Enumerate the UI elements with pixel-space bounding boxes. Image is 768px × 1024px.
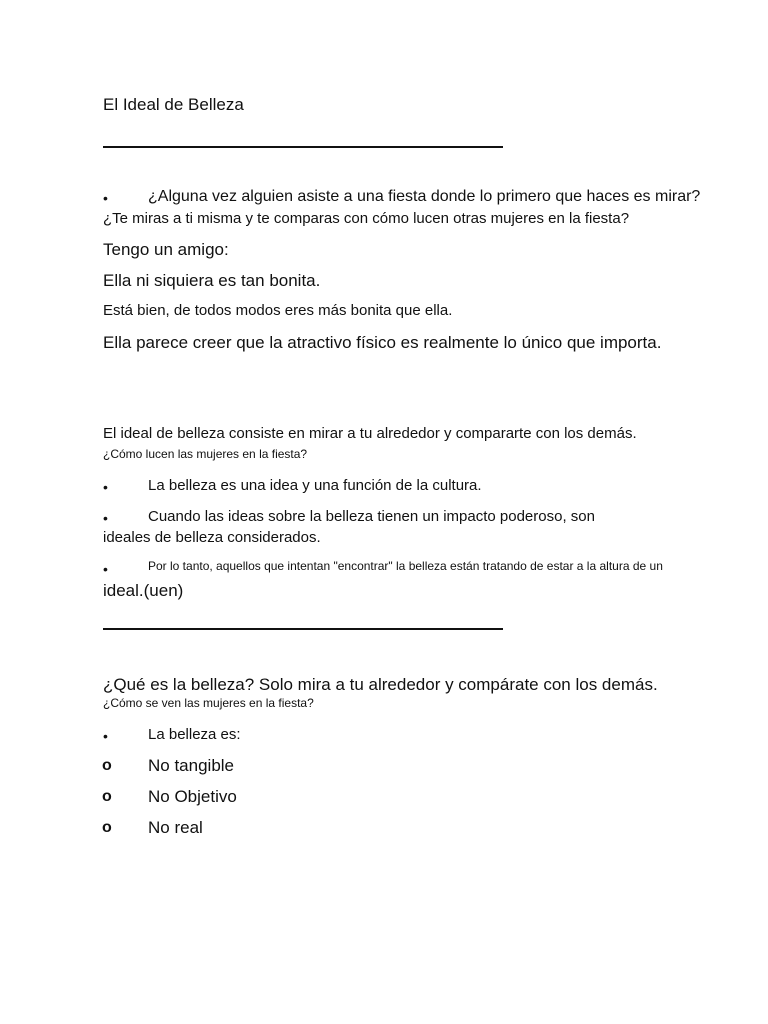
beauty-item: No Objetivo [148, 787, 237, 806]
beauty-subquestion: ¿Cómo se ven las mujeres en la fiesta? [103, 696, 314, 710]
beauty-item: No real [148, 818, 203, 837]
bullet-icon: • [103, 561, 108, 577]
ideal-intro: El ideal de belleza consiste en mirar a tu alrededor y compararte con los demás. [103, 425, 637, 442]
question-line-2: ¿Te miras a ti misma y te comparas con cómo lucen otras mujeres en la fiesta? [103, 210, 630, 227]
bullet-icon: • [103, 190, 108, 206]
ideal-subquestion: ¿Cómo lucen las mujeres en la fiesta? [103, 447, 308, 461]
bullet-icon: • [103, 479, 108, 495]
beauty-item: No tangible [148, 756, 235, 775]
beauty-question: ¿Qué es la belleza? Solo mira a tu alrededor y compárate con los demás. [103, 675, 658, 694]
section-divider [103, 628, 503, 630]
bullet-icon: • [103, 510, 108, 526]
bullet-icon: • [103, 728, 108, 744]
list-item-impact-cont: ideales de belleza considerados. [103, 529, 321, 546]
list-item-impact: Cuando las ideas sobre la belleza tienen un impacto poderoso, son [148, 508, 595, 525]
circle-bullet-icon: o [102, 757, 112, 774]
quote-line-1: Ella ni siquiera es tan bonita. [103, 271, 321, 290]
list-item-therefore-cont: ideal.(uen) [103, 581, 184, 600]
page-title: El Ideal de Belleza [103, 95, 244, 114]
list-item-culture: La belleza es una idea y una función de la cultura. [148, 477, 482, 494]
quote-line-2: Está bien, de todos modos eres más bonita que ella. [103, 302, 453, 319]
question-line-1: ¿Alguna vez alguien asiste a una fiesta donde lo primero que haces es mirar? [148, 188, 701, 205]
circle-bullet-icon: o [102, 788, 112, 805]
quote-line-3: Ella parece creer que la atractivo físico es realmente lo único que importa. [103, 333, 662, 352]
title-divider [103, 146, 503, 148]
list-item-therefore: Por lo tanto, aquellos que intentan "encontrar" la belleza están tratando de estar a la altura de un [148, 559, 663, 573]
friend-heading: Tengo un amigo: [103, 240, 229, 259]
beauty-lead: La belleza es: [148, 726, 241, 743]
circle-bullet-icon: o [102, 819, 112, 836]
